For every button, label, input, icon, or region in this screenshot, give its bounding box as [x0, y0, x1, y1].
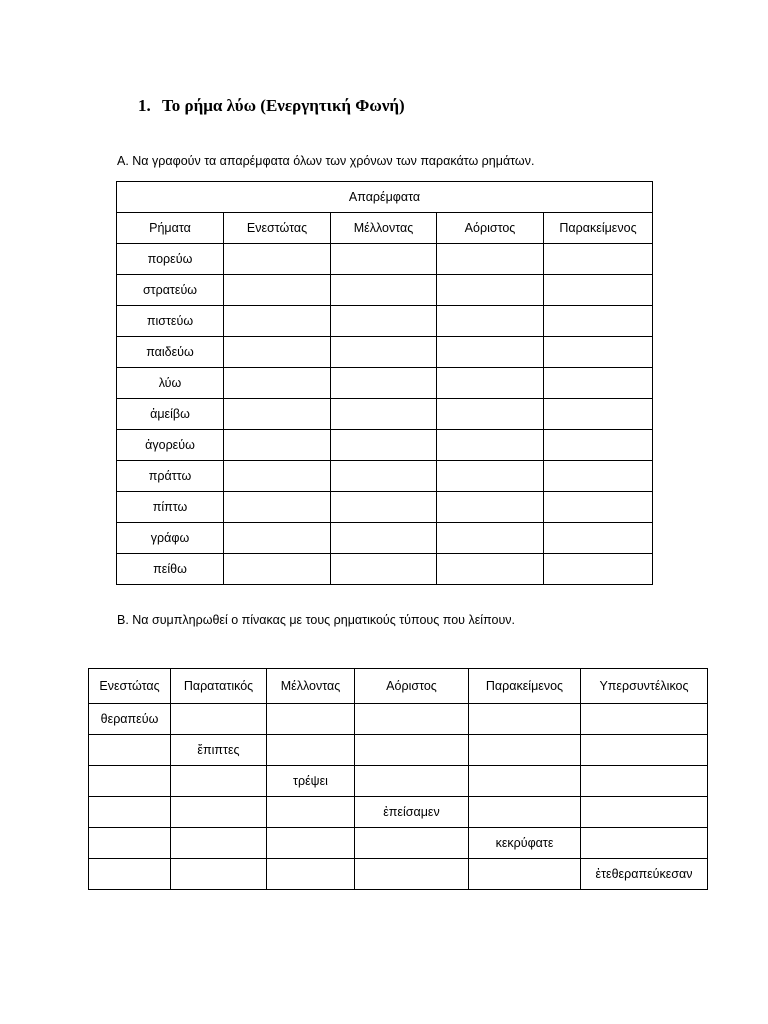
answer-cell[interactable]: [331, 337, 437, 368]
answer-cell[interactable]: [224, 399, 331, 430]
answer-cell[interactable]: [469, 766, 581, 797]
title-text: Το ρήμα λύω (Ενεργητική Φωνή): [162, 96, 405, 115]
answer-cell[interactable]: [171, 766, 267, 797]
column-header: Ενεστώτας: [224, 213, 331, 244]
answer-cell[interactable]: [437, 275, 544, 306]
column-header: Υπερσυντέλικος: [581, 669, 708, 704]
table-row: [89, 828, 708, 859]
answer-cell[interactable]: [544, 399, 653, 430]
given-form-cell: ἐπείσαμεν: [355, 797, 469, 828]
answer-cell[interactable]: [267, 735, 355, 766]
answer-cell[interactable]: [331, 275, 437, 306]
answer-cell[interactable]: [89, 766, 171, 797]
answer-cell[interactable]: [544, 306, 653, 337]
answer-cell[interactable]: [89, 828, 171, 859]
answer-cell[interactable]: [171, 828, 267, 859]
answer-cell[interactable]: [544, 461, 653, 492]
answer-cell[interactable]: [224, 492, 331, 523]
verb-cell: ἀμείβω: [117, 399, 224, 430]
answer-cell[interactable]: [331, 244, 437, 275]
answer-cell[interactable]: [581, 766, 708, 797]
answer-cell[interactable]: [224, 430, 331, 461]
verb-cell: στρατεύω: [117, 275, 224, 306]
answer-cell[interactable]: [267, 797, 355, 828]
answer-cell[interactable]: [581, 704, 708, 735]
given-form-cell: θεραπεύω: [89, 704, 171, 735]
answer-cell[interactable]: [331, 306, 437, 337]
verb-cell: πιστεύω: [117, 306, 224, 337]
column-header: Μέλλοντας: [267, 669, 355, 704]
answer-cell[interactable]: [469, 797, 581, 828]
answer-cell[interactable]: [331, 430, 437, 461]
answer-cell[interactable]: [437, 244, 544, 275]
given-form-cell: κεκρύφατε: [469, 828, 581, 859]
table-row: [117, 399, 653, 430]
column-header: Αόριστος: [355, 669, 469, 704]
answer-cell[interactable]: [331, 399, 437, 430]
answer-cell[interactable]: [355, 735, 469, 766]
column-header: Ενεστώτας: [89, 669, 171, 704]
given-form-cell: ἐτεθεραπεύκεσαν: [581, 859, 708, 890]
table-a-header-row: [117, 213, 653, 244]
answer-cell[interactable]: [224, 554, 331, 585]
table-row: [117, 306, 653, 337]
column-header: Αόριστος: [437, 213, 544, 244]
answer-cell[interactable]: [224, 461, 331, 492]
verb-cell: πείθω: [117, 554, 224, 585]
column-header: Παρακείμενος: [469, 669, 581, 704]
table-row: [89, 766, 708, 797]
answer-cell[interactable]: [544, 430, 653, 461]
infinitives-table: [116, 181, 653, 585]
answer-cell[interactable]: [544, 523, 653, 554]
answer-cell[interactable]: [544, 275, 653, 306]
table-row: [117, 461, 653, 492]
answer-cell[interactable]: [437, 523, 544, 554]
answer-cell[interactable]: [437, 492, 544, 523]
column-header: Παρατατικός: [171, 669, 267, 704]
answer-cell[interactable]: [224, 244, 331, 275]
answer-cell[interactable]: [331, 554, 437, 585]
answer-cell[interactable]: [437, 337, 544, 368]
answer-cell[interactable]: [224, 306, 331, 337]
table-b-header-row: [89, 669, 708, 704]
table-row: [117, 430, 653, 461]
verb-cell: λύω: [117, 368, 224, 399]
answer-cell[interactable]: [224, 368, 331, 399]
column-header: Μέλλοντας: [331, 213, 437, 244]
verb-cell: ἀγορεύω: [117, 430, 224, 461]
answer-cell[interactable]: [469, 704, 581, 735]
answer-cell[interactable]: [544, 368, 653, 399]
verb-cell: πορεύω: [117, 244, 224, 275]
verb-cell: γράφω: [117, 523, 224, 554]
table-row: [117, 337, 653, 368]
table-a-title: Απαρέμφατα: [117, 182, 653, 213]
answer-cell[interactable]: [224, 337, 331, 368]
answer-cell[interactable]: [89, 735, 171, 766]
answer-cell[interactable]: [355, 766, 469, 797]
answer-cell[interactable]: [581, 735, 708, 766]
answer-cell[interactable]: [469, 735, 581, 766]
answer-cell[interactable]: [544, 554, 653, 585]
answer-cell[interactable]: [171, 859, 267, 890]
answer-cell[interactable]: [437, 554, 544, 585]
answer-cell[interactable]: [331, 461, 437, 492]
table-row: [89, 704, 708, 735]
answer-cell[interactable]: [224, 275, 331, 306]
answer-cell[interactable]: [544, 337, 653, 368]
answer-cell[interactable]: [89, 797, 171, 828]
section-b-instruction: Β. Να συμπληρωθεί ο πίνακας με τους ρηματικούς τύπους που λείπουν.: [117, 613, 516, 627]
table-row: [89, 797, 708, 828]
answer-cell[interactable]: [437, 430, 544, 461]
table-row: [89, 735, 708, 766]
answer-cell[interactable]: [331, 523, 437, 554]
answer-cell[interactable]: [437, 306, 544, 337]
answer-cell[interactable]: [544, 244, 653, 275]
verb-forms-table: [88, 668, 708, 890]
table-row: [117, 275, 653, 306]
table-row: [117, 554, 653, 585]
answer-cell[interactable]: [437, 461, 544, 492]
given-form-cell: ἔπιπτες: [171, 735, 267, 766]
table-row: [117, 492, 653, 523]
answer-cell[interactable]: [331, 368, 437, 399]
answer-cell[interactable]: [171, 704, 267, 735]
answer-cell[interactable]: [171, 797, 267, 828]
verb-cell: πράττω: [117, 461, 224, 492]
answer-cell[interactable]: [544, 492, 653, 523]
answer-cell[interactable]: [89, 859, 171, 890]
verb-cell: πίπτω: [117, 492, 224, 523]
table-row: [117, 244, 653, 275]
given-form-cell: τρέψει: [267, 766, 355, 797]
answer-cell[interactable]: [437, 368, 544, 399]
answer-cell[interactable]: [581, 797, 708, 828]
column-header: Ρήματα: [117, 213, 224, 244]
answer-cell[interactable]: [355, 859, 469, 890]
page-title: [138, 96, 405, 116]
column-header: Παρακείμενος: [544, 213, 653, 244]
title-number: 1.: [138, 96, 151, 115]
answer-cell[interactable]: [267, 828, 355, 859]
answer-cell[interactable]: [267, 859, 355, 890]
answer-cell[interactable]: [224, 523, 331, 554]
answer-cell[interactable]: [437, 399, 544, 430]
answer-cell[interactable]: [355, 704, 469, 735]
answer-cell[interactable]: [355, 828, 469, 859]
verb-cell: παιδεύω: [117, 337, 224, 368]
section-a-instruction: Α. Να γραφούν τα απαρέμφατα όλων των χρόνων των παρακάτω ρημάτων.: [117, 154, 535, 168]
answer-cell[interactable]: [581, 828, 708, 859]
table-row: [117, 368, 653, 399]
answer-cell[interactable]: [469, 859, 581, 890]
answer-cell[interactable]: [331, 492, 437, 523]
answer-cell[interactable]: [267, 704, 355, 735]
table-row: [117, 523, 653, 554]
table-row: [89, 859, 708, 890]
